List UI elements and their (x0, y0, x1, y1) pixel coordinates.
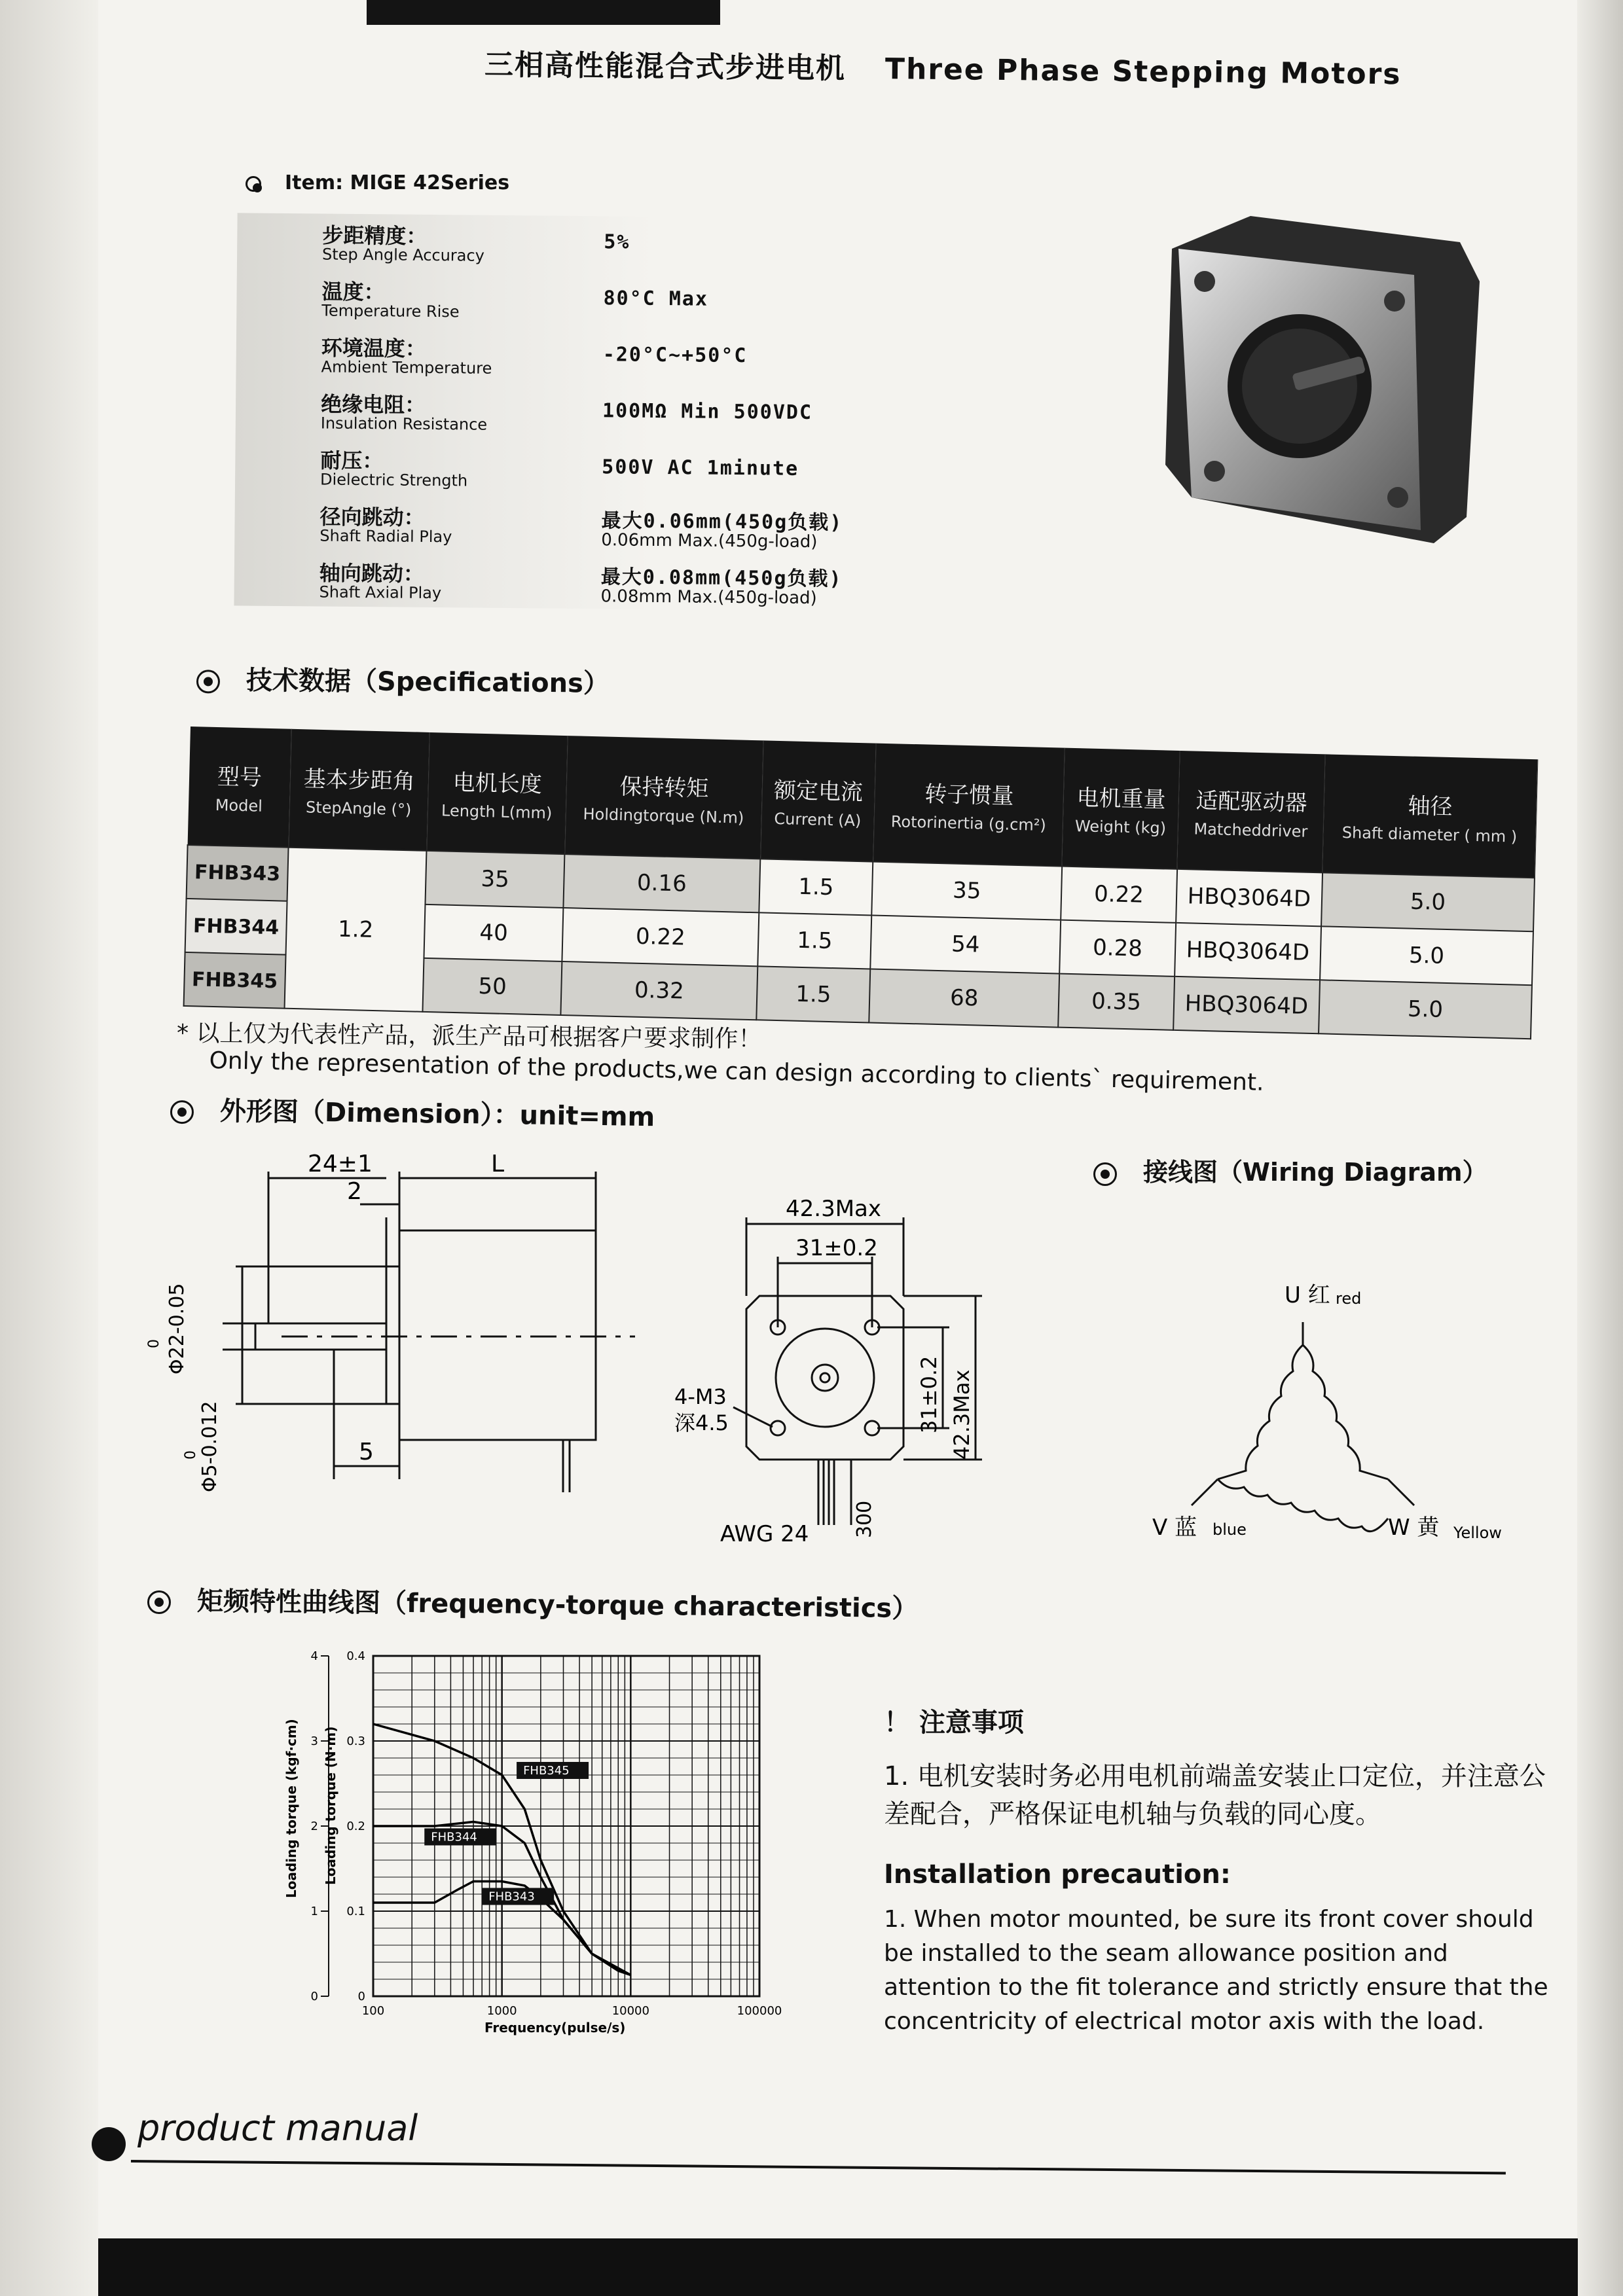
dim-length: L (491, 1151, 505, 1177)
cell-step-angle: 1.2 (285, 848, 427, 1012)
prop-value: 100MΩ Min 500VDC (602, 399, 813, 425)
item-title-text: Item: MIGE 42Series (285, 171, 510, 194)
cell-shaft: 5.0 (1321, 872, 1535, 931)
title-en: Three Phase Stepping Motors (884, 52, 1402, 92)
bullet-icon (147, 1590, 171, 1614)
prop-en: Insulation Resistance (320, 414, 488, 434)
dim-hole-pitch-v: 31±0.2 (917, 1355, 941, 1433)
prop-cn: 轴向跳动： (319, 560, 425, 586)
series-label: FHB344 (431, 1830, 477, 1844)
wire-w-color: Yellow (1453, 1524, 1502, 1542)
y2-tick-label: 4 (310, 1649, 318, 1663)
series-label: FHB345 (523, 1764, 570, 1778)
footer-text: product manual (137, 2108, 418, 2149)
wiring-diagram (1139, 1244, 1545, 1571)
flange-outline (746, 1296, 903, 1460)
cell-driver: HBQ3064D (1173, 977, 1320, 1033)
x-tick-label: 10000 (611, 2004, 649, 2018)
cell-torque: 0.32 (560, 961, 757, 1020)
prop-cn: 步距精度： (322, 223, 428, 249)
chart-heading-text: 矩频特性曲线图（frequency-torque characteristics） (196, 1586, 919, 1624)
cell-current: 1.5 (759, 859, 873, 915)
wire-u-color: red (1336, 1289, 1362, 1308)
wire-u-label: U 红 (1285, 1282, 1330, 1308)
dimension-heading (170, 1090, 655, 1134)
dim-depth: 深4.5 (674, 1410, 729, 1435)
coil-uw (1303, 1345, 1388, 1479)
spec-heading (196, 659, 610, 700)
x-tick-label: 100 (361, 2004, 385, 2018)
cell-driver: HBQ3064D (1175, 923, 1321, 980)
spec-note-en: Only the representation of the products,we can design according to clients` requirement. (209, 1047, 1264, 1096)
prop-value: 80°C Max (603, 287, 709, 311)
wire-w-label: W 黄 (1388, 1515, 1440, 1541)
dim-wire-length: 300 (853, 1500, 876, 1538)
dim-wire: AWG 24 (720, 1521, 809, 1547)
wiring-heading-text: 接线图（Wiring Diagram） (1143, 1158, 1487, 1187)
spec-heading-text: 技术数据（Specifications） (246, 665, 610, 699)
page-edge-left (0, 0, 98, 2296)
y2-tick-label: 0 (310, 1990, 318, 2003)
y-tick-label: 0 (357, 1990, 365, 2003)
wire-v-color: blue (1213, 1520, 1247, 1539)
prop-value-en: 0.08mm Max.(450g-load) (600, 586, 817, 609)
side-view-drawing (146, 1151, 661, 1518)
page-title (484, 41, 1402, 93)
dim-boss-dia-tol: 0 (146, 1339, 162, 1348)
title-cn: 三相高性能混合式步进电机 (484, 48, 847, 86)
cell-shaft: 5.0 (1319, 980, 1532, 1039)
prop-en: Dielectric Strength (319, 470, 468, 490)
dim-shaft-dia: Φ5-0.012 (198, 1401, 221, 1492)
prop-en: Shaft Axial Play (319, 583, 442, 603)
cell-inertia: 54 (870, 916, 1061, 974)
dim-boss: 2 (347, 1178, 362, 1205)
col-shaft: 轴径 Shaft diameter ( mm ) (1322, 754, 1537, 878)
cell-model: FHB345 (184, 952, 286, 1009)
top-tab (367, 0, 720, 25)
cell-inertia: 68 (869, 969, 1059, 1028)
col-weight: 电机重量 Weight (kg) (1062, 748, 1180, 869)
col-step-angle: 基本步距角 StepAngle (°) (289, 729, 430, 851)
spec-note-cn: * 以上仅为代表性产品，派生产品可根据客户要求制作！ (176, 1020, 762, 1053)
chart-y2-label: Loading torque (kgf·cm) (283, 1719, 299, 1898)
prop-value-en: 0.06mm Max.(450g-load) (601, 530, 818, 552)
bullet-icon (1093, 1162, 1117, 1186)
bottom-bar (98, 2238, 1578, 2296)
prop-cn: 耐压： (320, 448, 384, 474)
prop-cn: 环境温度： (321, 335, 427, 361)
cell-weight: 0.22 (1061, 867, 1177, 923)
motor-body (399, 1230, 596, 1440)
prop-cn: 绝缘电阻： (320, 391, 426, 418)
dim-hole-pitch: 31±0.2 (795, 1235, 878, 1261)
chart-heading (147, 1580, 919, 1625)
x-tick-label: 100000 (737, 2004, 782, 2018)
prop-row (234, 494, 929, 556)
prop-row (237, 213, 932, 275)
dim-shaft-length: 24±1 (308, 1151, 373, 1177)
wiring-heading (1093, 1152, 1487, 1188)
bullet-icon (246, 176, 261, 192)
prop-row (236, 382, 930, 444)
cell-current: 1.5 (756, 966, 870, 1022)
dimension-heading-text: 外形图（Dimension）：unit=mm (219, 1096, 655, 1133)
torque-chart (275, 1636, 799, 2055)
chart-ticks (311, 1649, 782, 2018)
prop-row (236, 269, 931, 331)
prop-value: 5% (604, 230, 630, 254)
y2-tick-label: 3 (310, 1734, 318, 1748)
dim-holes: 4-M3 (674, 1384, 727, 1409)
col-torque: 保持转矩 Holdingtorque (N.m) (564, 736, 763, 859)
cell-current: 1.5 (757, 912, 871, 969)
notice-text-en: 1. When motor mounted, be sure its front cover should be installed to the seam allowance position and attention to the fit tolerance and strictly ensure that the concentricity of electrical motor axis with the load. (884, 1906, 1548, 2035)
wire-v-label: V 蓝 (1152, 1515, 1197, 1541)
prop-en: Ambient Temperature (321, 357, 492, 378)
col-driver: 适配驱动器 Matcheddriver (1177, 751, 1326, 872)
cell-inertia: 35 (871, 862, 1062, 920)
item-properties (234, 213, 931, 611)
dim-shaft-dia-tol: 0 (183, 1450, 199, 1460)
prop-cn: 径向跳动： (319, 504, 425, 530)
series-label: FHB343 (488, 1890, 535, 1904)
y-tick-label: 0.1 (346, 1905, 365, 1918)
coil-uv (1218, 1345, 1303, 1479)
prop-value: 500V AC 1minute (602, 456, 799, 480)
prop-row (235, 438, 930, 500)
cell-weight: 0.28 (1059, 920, 1176, 977)
bullet-icon (196, 670, 220, 693)
cell-length: 50 (423, 958, 562, 1015)
col-model: 型号 Model (188, 726, 291, 848)
spec-table (183, 726, 1539, 1039)
cell-model: FHB343 (187, 845, 289, 901)
cell-weight: 0.35 (1058, 974, 1175, 1030)
prop-row (236, 325, 930, 387)
installation-notice (884, 1702, 1552, 2039)
cell-torque: 0.16 (563, 854, 760, 912)
cell-driver: HBQ3064D (1176, 869, 1322, 926)
item-title (246, 171, 509, 194)
prop-cn: 温度： (321, 279, 385, 305)
prop-value: 最大0.08mm(450g负载) (600, 565, 843, 591)
footer-rule (131, 2160, 1506, 2174)
page-edge-right (1577, 0, 1623, 2296)
prop-en: Temperature Rise (321, 301, 460, 321)
cell-torque: 0.22 (562, 908, 759, 966)
cell-shaft: 5.0 (1320, 926, 1533, 985)
prop-value: -20°C~+50°C (602, 343, 748, 368)
y-tick-label: 0.2 (346, 1820, 365, 1833)
y-tick-label: 0.3 (346, 1734, 365, 1748)
notice-title-cn: ！ 注意事项 (884, 1708, 1024, 1738)
cell-length: 35 (426, 851, 565, 908)
col-current: 额定电流 Current (A) (760, 740, 876, 861)
y-tick-label: 0.4 (346, 1649, 365, 1663)
dim-height-max: 42.3Max (949, 1369, 974, 1460)
motor-photo (1152, 190, 1486, 556)
prop-en: Step Angle Accuracy (321, 245, 484, 265)
prop-value: 最大0.06mm(450g负载) (601, 509, 843, 535)
notice-title-en: Installation precaution: (884, 1859, 1231, 1890)
x-tick-label: 1000 (486, 2004, 517, 2018)
col-length: 电机长度 Length L(mm) (427, 732, 568, 854)
y2-tick-label: 1 (310, 1905, 318, 1918)
dim-boss-dia: Φ22-0.05 (166, 1283, 189, 1374)
front-view-drawing (674, 1185, 1067, 1590)
cell-length: 40 (424, 905, 564, 961)
bullet-icon (170, 1100, 194, 1124)
dim-width-max: 42.3Max (786, 1196, 881, 1222)
col-inertia: 转子惯量 Rotorinertia (g.cm²) (873, 744, 1065, 867)
chart-x-label: Frequency(pulse/s) (484, 2020, 626, 2036)
cell-model: FHB344 (185, 899, 287, 955)
prop-row (234, 550, 928, 613)
y2-tick-label: 2 (310, 1820, 318, 1833)
notice-text-cn: 1. 电机安装时务必用电机前端盖安装止口定位，并注意公差配合，严格保证电机轴与负载的同心度。 (884, 1761, 1546, 1829)
chart-y-label: Loading torque (N·m) (323, 1726, 338, 1885)
footer-bullet-icon (92, 2127, 126, 2161)
prop-en: Shaft Radial Play (319, 526, 452, 547)
dim-flat: 5 (359, 1439, 374, 1465)
